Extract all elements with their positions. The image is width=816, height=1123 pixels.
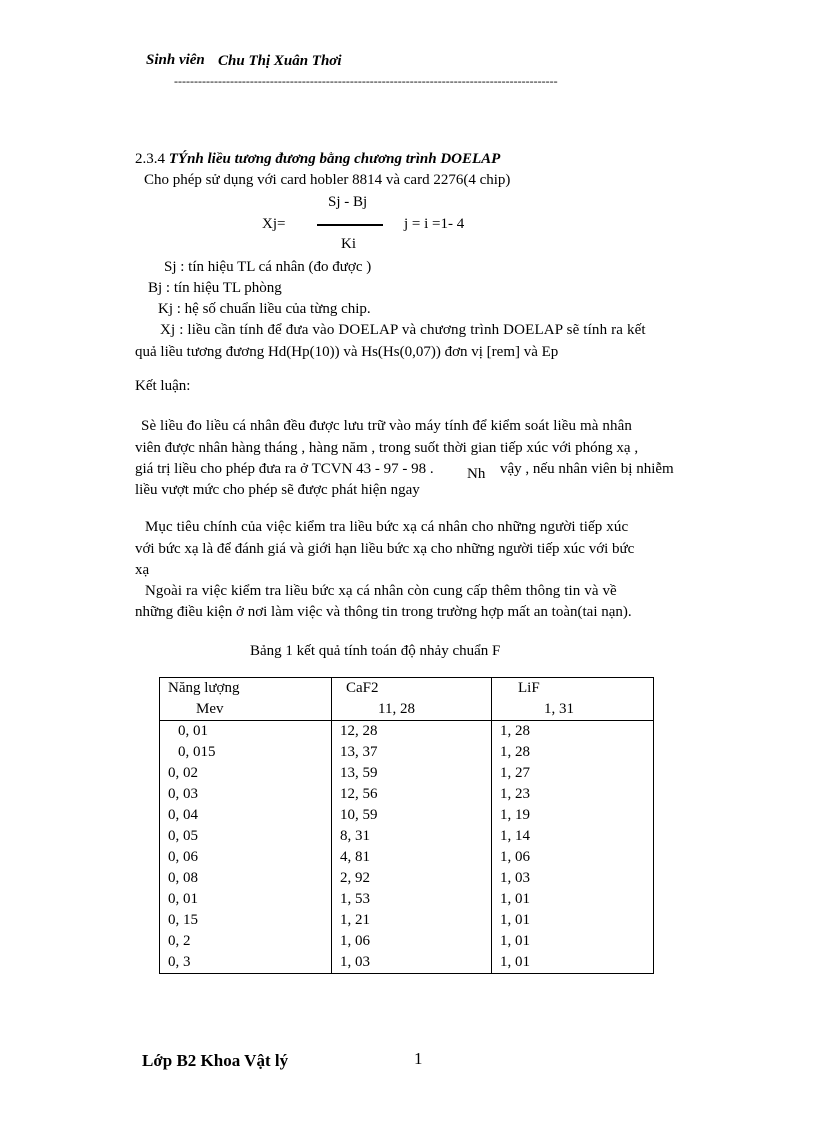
para3-line2: những điều kiện ở nơi làm việc và thông tin trong trường hợp mất an toàn(tai nạn). bbox=[135, 604, 632, 620]
header-energy-line2: Mev bbox=[196, 701, 224, 717]
cell-energy: 0, 05 bbox=[160, 826, 332, 847]
table-row bbox=[160, 868, 654, 889]
para2-line2: với bức xạ là để đánh giá và giới hạn liều bức xạ cho những người tiếp xúc với bức bbox=[135, 541, 635, 557]
cell-energy: 0, 2 bbox=[160, 931, 332, 952]
cell-caf2: 12, 28 bbox=[332, 721, 492, 743]
cell-lif: 1, 01 bbox=[492, 889, 654, 910]
cell-lif: 1, 28 bbox=[492, 721, 654, 743]
table-row bbox=[160, 784, 654, 805]
cell-energy: 0, 04 bbox=[160, 805, 332, 826]
formula-denominator: Ki bbox=[341, 236, 356, 252]
cell-lif: 1, 28 bbox=[492, 742, 654, 763]
para1-line3-cont: vậy , nếu nhân viên bị nhiễm bbox=[500, 461, 674, 477]
table-row bbox=[160, 889, 654, 910]
fraction-bar bbox=[317, 224, 383, 226]
para1-nh: Nh bbox=[467, 466, 486, 482]
table-row bbox=[160, 952, 654, 974]
header-student-label: Sinh viên bbox=[146, 52, 205, 68]
cell-lif: 1, 01 bbox=[492, 931, 654, 952]
cell-lif: 1, 06 bbox=[492, 847, 654, 868]
header-student-name: Chu Thị Xuân Thơi bbox=[218, 53, 342, 69]
header-lif bbox=[492, 678, 654, 721]
cell-energy: 0, 02 bbox=[160, 763, 332, 784]
para1-line4: liều vượt mức cho phép sẽ được phát hiện ngay bbox=[135, 482, 420, 498]
cell-caf2: 1, 21 bbox=[332, 910, 492, 931]
cell-lif: 1, 03 bbox=[492, 868, 654, 889]
cell-lif: 1, 14 bbox=[492, 826, 654, 847]
cell-caf2: 4, 81 bbox=[332, 847, 492, 868]
cell-energy: 0, 15 bbox=[160, 910, 332, 931]
section-heading bbox=[135, 151, 500, 168]
cell-lif: 1, 27 bbox=[492, 763, 654, 784]
header-caf2-line1: CaF2 bbox=[346, 680, 379, 696]
table-row bbox=[160, 721, 654, 743]
section-title: TÝnh liều tương đương bằng chương trình DOELAP bbox=[168, 151, 501, 167]
cell-lif: 1, 01 bbox=[492, 910, 654, 931]
table-row bbox=[160, 826, 654, 847]
cell-caf2: 8, 31 bbox=[332, 826, 492, 847]
para1-line3: giá trị liều cho phép đưa ra ở TCVN 43 - 97 - 98 . bbox=[135, 461, 434, 477]
cell-caf2: 10, 59 bbox=[332, 805, 492, 826]
footer-class: Lớp B2 Khoa Vật lý bbox=[142, 1051, 289, 1070]
cell-energy: 0, 01 bbox=[160, 721, 332, 743]
cell-energy: 0, 03 bbox=[160, 784, 332, 805]
header-lif-line1: LiF bbox=[518, 680, 540, 696]
cell-lif: 1, 01 bbox=[492, 952, 654, 974]
table-row bbox=[160, 910, 654, 931]
calibration-table bbox=[159, 677, 654, 974]
table-caption: Bảng 1 kết quả tính toán độ nhảy chuẩn F bbox=[250, 643, 501, 659]
cell-caf2: 12, 56 bbox=[332, 784, 492, 805]
page-number: 1 bbox=[414, 1049, 423, 1068]
cell-caf2: 1, 53 bbox=[332, 889, 492, 910]
header-caf2 bbox=[332, 678, 492, 721]
intro-text: Cho phép sử dụng với card hobler 8814 và card 2276(4 chip) bbox=[144, 172, 511, 188]
para2-line3: xạ bbox=[135, 562, 150, 578]
table-row bbox=[160, 805, 654, 826]
section-number: 2.3.4 bbox=[135, 151, 165, 167]
header-rule: ------------------------------------------------------------------------------------------------ bbox=[174, 74, 558, 88]
header-energy-line1: Năng lượng bbox=[168, 680, 240, 696]
definition-kj: Kj : hệ số chuẩn liều của từng chip. bbox=[158, 301, 371, 317]
para3-line1: Ngoài ra việc kiểm tra liều bức xạ cá nhân còn cung cấp thêm thông tin và về bbox=[145, 583, 617, 599]
table-row bbox=[160, 763, 654, 784]
cell-energy: 0, 06 bbox=[160, 847, 332, 868]
table-row bbox=[160, 847, 654, 868]
cell-lif: 1, 19 bbox=[492, 805, 654, 826]
formula-lhs: Xj= bbox=[262, 216, 286, 232]
header-energy bbox=[160, 678, 332, 721]
cell-energy: 0, 01 bbox=[160, 889, 332, 910]
formula-range: j = i =1- 4 bbox=[404, 216, 465, 232]
definition-bj: Bj : tín hiệu TL phòng bbox=[148, 280, 282, 296]
para1-line1: Sè liều đo liều cá nhân đều được lưu trữ vào máy tính để kiểm soát liều mà nhân bbox=[141, 418, 632, 434]
conclusion-label: Kết luận: bbox=[135, 378, 191, 394]
table-row bbox=[160, 742, 654, 763]
cell-caf2: 1, 06 bbox=[332, 931, 492, 952]
definition-xj: Xj : liều cần tính để đưa vào DOELAP và chương trình DOELAP sẽ tính ra kết bbox=[160, 322, 646, 338]
table-row bbox=[160, 931, 654, 952]
cell-caf2: 13, 37 bbox=[332, 742, 492, 763]
para2-line1: Mục tiêu chính của việc kiểm tra liều bức xạ cá nhân cho những người tiếp xúc bbox=[145, 519, 629, 535]
cell-lif: 1, 23 bbox=[492, 784, 654, 805]
formula-numerator: Sj - Bj bbox=[328, 194, 368, 210]
cell-energy: 0, 015 bbox=[160, 742, 332, 763]
header-lif-line2: 1, 31 bbox=[544, 701, 574, 717]
table-header-row bbox=[160, 678, 654, 721]
cell-energy: 0, 3 bbox=[160, 952, 332, 974]
cell-caf2: 2, 92 bbox=[332, 868, 492, 889]
para1-line2: viên được nhân hàng tháng , hàng năm , trong suốt thời gian tiếp xúc với phóng xạ , bbox=[135, 440, 639, 456]
cell-caf2: 1, 03 bbox=[332, 952, 492, 974]
cell-caf2: 13, 59 bbox=[332, 763, 492, 784]
cell-energy: 0, 08 bbox=[160, 868, 332, 889]
definition-sj: Sj : tín hiệu TL cá nhân (đo được ) bbox=[164, 259, 372, 275]
header-caf2-line2: 11, 28 bbox=[378, 701, 415, 717]
definition-xj-cont: quả liều tương đương Hd(Hp(10)) và Hs(Hs(0,07)) đơn vị [rem] và Ep bbox=[135, 344, 559, 360]
